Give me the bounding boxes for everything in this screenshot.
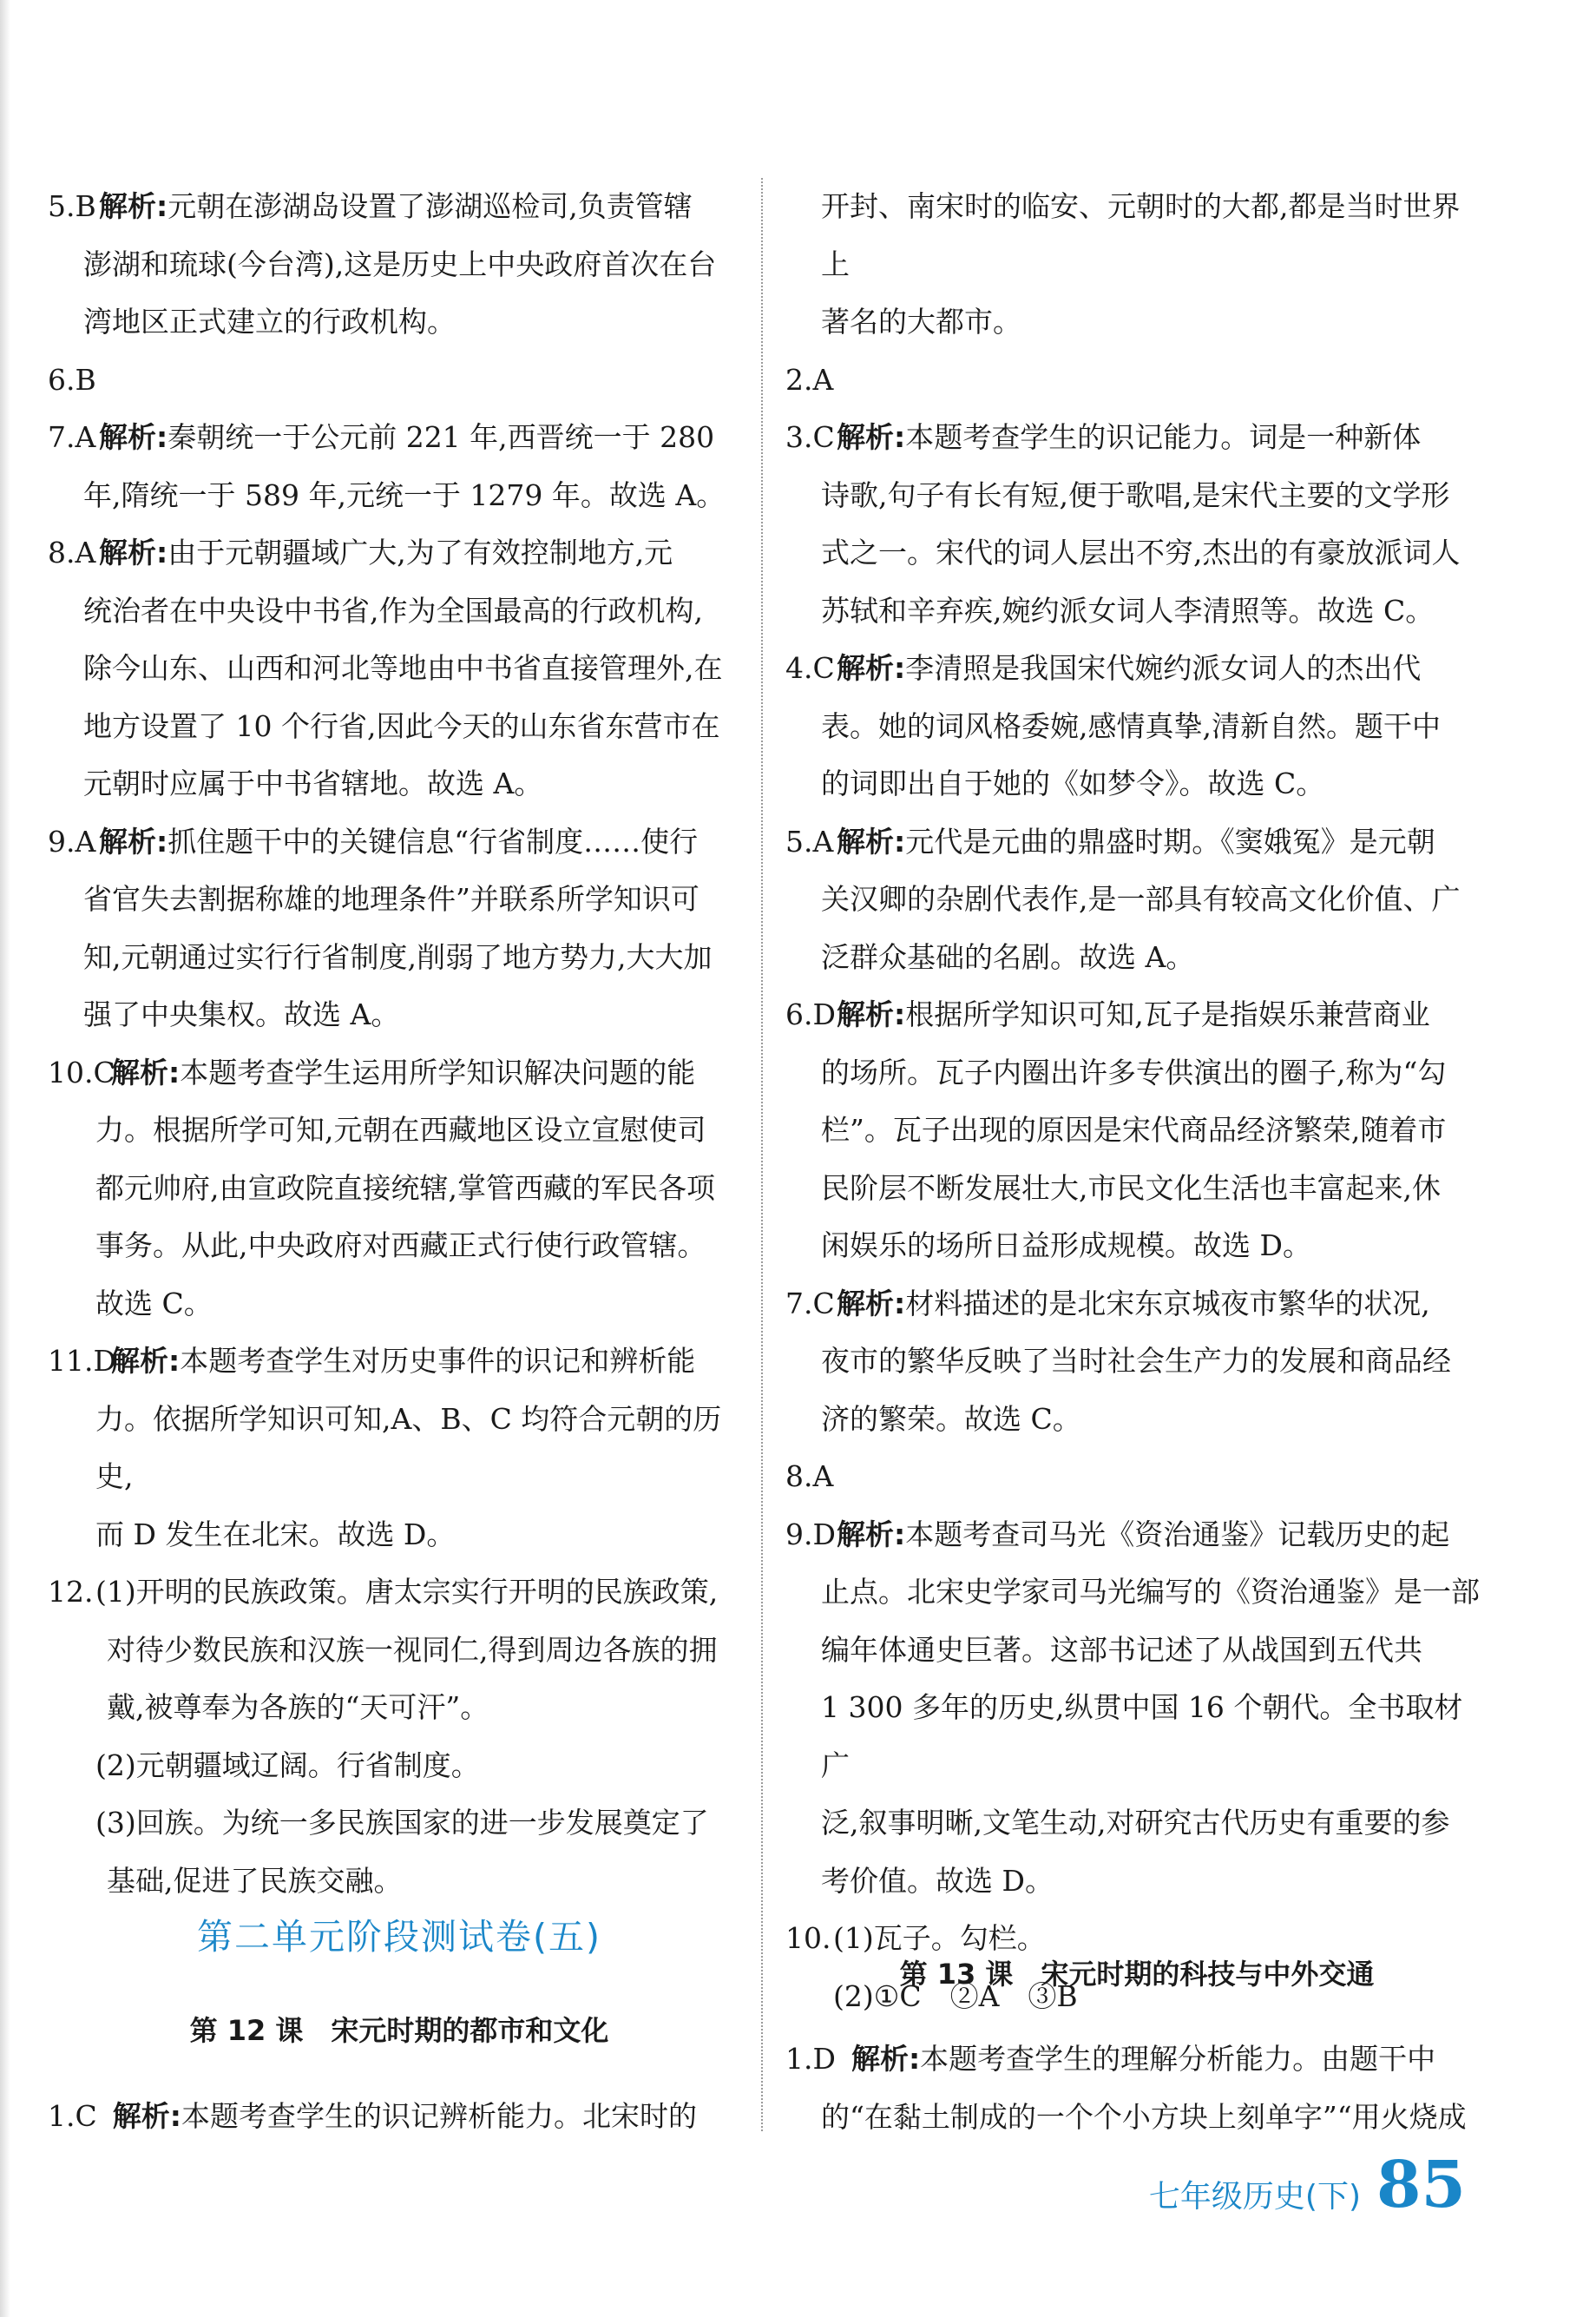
answer-number: 5.B [48, 189, 96, 223]
answer-line: (1)开明的民族政策。唐太宗实行开明的民族政策, [95, 1575, 719, 1609]
answer-line: (3)回族。为统一多民族国家的进一步发展奠定了 [95, 1806, 709, 1840]
answer-number: 4.C [785, 651, 835, 685]
left-column [48, 178, 751, 1910]
answer-line: 开封、南宋时的临安、元朝时的大都,都是当时世界上 [821, 189, 1461, 281]
answer-line: 夜市的繁华反映了当时社会生产力的发展和商品经 [821, 1344, 1451, 1378]
lesson12-answer-1 [48, 2088, 751, 2146]
answer-number: 1.D [785, 2042, 836, 2076]
lesson-13-title: 第 13 课 宋元时期的科技与中外交通 [899, 1958, 1375, 1991]
answer-line: 闲娱乐的场所日益形成规模。故选 D。 [821, 1228, 1311, 1262]
answer-line: 对待少数民族和汉族一视同仁,得到周边各族的拥 [107, 1632, 718, 1667]
answer-line: 力。依据所学知识可知,A、B、C 均符合元朝的历史, [95, 1401, 722, 1493]
answer-line: 泛,叙事明晰,文笔生动,对研究古代历史有重要的参 [821, 1806, 1450, 1840]
answer-line: 民阶层不断发展壮大,市民文化生活也丰富起来,休 [821, 1170, 1441, 1205]
answer-line: 苏轼和辛弃疾,婉约派女词人李清照等。故选 C。 [821, 593, 1435, 628]
answer-line: 本题考查学生对历史事件的识记和辨析能 [180, 1344, 696, 1378]
analysis-label: 解析: [837, 420, 906, 454]
answer-6-right [785, 986, 1488, 1275]
answer-number: 1.C [48, 2099, 97, 2133]
answer-line: 诗歌,句子有长有短,便于歌唱,是宋代主要的文学形 [821, 477, 1450, 512]
answer-line: 统治者在中央设中书省,作为全国最高的行政机构, [83, 593, 703, 628]
answer-line: (2)①C ②A ③B [833, 1978, 1078, 2013]
answer-number: 6.D [785, 997, 836, 1031]
analysis-label: 解析: [837, 824, 906, 859]
answer-9 [48, 813, 751, 1044]
analysis-label: 解析: [112, 2099, 181, 2133]
column-divider [761, 178, 763, 2131]
answer-line: 湾地区正式建立的行政机构。 [83, 305, 456, 339]
analysis-label: 解析: [837, 1286, 906, 1320]
analysis-label: 解析: [99, 536, 168, 569]
answer-11 [48, 1333, 751, 1563]
answer-number: 7.A [48, 420, 96, 454]
analysis-label: 解析: [99, 189, 168, 223]
answer-8 [48, 524, 751, 813]
answer-line: 的词即出自于她的《如梦令》。故选 C。 [821, 767, 1325, 800]
answer-number: 5.A [785, 824, 834, 859]
analysis-label: 解析: [111, 1055, 181, 1089]
answer-line: 栏”。瓦子出现的原因是宋代商品经济繁荣,随着市 [821, 1113, 1447, 1147]
answer-line: 材料描述的是北宋东京城夜市繁华的状况, [905, 1286, 1430, 1320]
answer-line: 除今山东、山西和河北等地由中书省直接管理外,在 [83, 651, 723, 685]
answer-2 [785, 352, 1488, 410]
analysis-label: 解析: [837, 651, 906, 685]
answer-line: 澎湖和琉球(今台湾),这是历史上中央政府首次在台 [83, 247, 717, 281]
answer-number: 8.A [785, 1459, 834, 1493]
answer-7 [48, 409, 751, 524]
answer-line: 知,元朝通过实行行省制度,削弱了地方势力,大大加 [83, 939, 713, 974]
answer-line: 表。她的词风格委婉,感情真挚,清新自然。题干中 [821, 708, 1441, 743]
lesson-12-title: 第 12 课 宋元时期的都市和文化 [189, 2014, 609, 2047]
answer-line: 本题考查司马光《资治通鉴》记载历史的起 [905, 1517, 1450, 1551]
answer-line: 李清照是我国宋代婉约派女词人的杰出代 [905, 651, 1422, 685]
answer-line: 抓住题干中的关键信息“行省制度……使行 [167, 824, 699, 859]
page-number: 85 [1376, 2148, 1466, 2222]
answer-line: 基础,促进了民族交融。 [107, 1863, 403, 1898]
answer-line: 戴,被尊奉为各族的“天可汗”。 [107, 1690, 489, 1724]
answer-line: 编年体通史巨著。这部书记述了从战国到五代共 [821, 1632, 1422, 1667]
answer-line: 的“在黏土制成的一个个小方块上刻单字”“用火烧成 [821, 2099, 1467, 2134]
analysis-label: 解析: [851, 2042, 921, 2076]
answer-1-continued [785, 178, 1488, 352]
answer-number: 8.A [48, 536, 96, 569]
answer-line: 济的繁荣。故选 C。 [821, 1401, 1081, 1436]
answer-number: 9.D [785, 1517, 836, 1551]
answer-line: 本题考查学生的理解分析能力。由题干中 [920, 2042, 1436, 2076]
answer-line: 由于元朝疆域广大,为了有效控制地方,元 [167, 536, 673, 569]
answer-number: 11.D [48, 1344, 116, 1378]
answer-line: 考价值。故选 D。 [821, 1863, 1054, 1898]
answer-line: 本题考查学生的识记能力。词是一种新体 [905, 420, 1422, 454]
answer-line: 元代是元曲的鼎盛时期。《窦娥冤》是元朝 [905, 824, 1435, 859]
answer-7-right [785, 1275, 1488, 1449]
answer-number: 10.C [48, 1055, 115, 1089]
answer-line: 事务。从此,中央政府对西藏正式行使行政管辖。 [95, 1228, 706, 1262]
answer-line: 式之一。宋代的词人层出不穷,杰出的有豪放派词人 [821, 536, 1461, 569]
answer-line: 1 300 多年的历史,纵贯中国 16 个朝代。全书取材广 [821, 1690, 1463, 1782]
page-footer [1149, 2148, 1466, 2222]
answer-number: 10. [785, 1921, 831, 1955]
answer-line: 本题考查学生运用所学知识解决问题的能 [180, 1055, 696, 1089]
answer-line: 强了中央集权。故选 A。 [83, 997, 400, 1031]
answer-3 [785, 409, 1488, 640]
right-column [785, 178, 1488, 2025]
analysis-label: 解析: [99, 420, 168, 454]
answer-line: 根据所学知识可知,瓦子是指娱乐兼营商业 [905, 997, 1430, 1031]
answer-12 [48, 1563, 751, 1910]
answer-line: 省官失去割据称雄的地理条件”并联系所学知识可 [83, 882, 699, 916]
answer-line: 本题考查学生的识记辨析能力。北宋时的 [181, 2099, 697, 2133]
analysis-label: 解析: [837, 1517, 906, 1551]
answer-line: 元朝在澎湖岛设置了澎湖巡检司,负责管辖 [167, 189, 693, 223]
answer-line: 秦朝统一于公元前 221 年,西晋统一于 280 [167, 420, 715, 454]
answer-line: (1)瓦子。勾栏。 [833, 1921, 1046, 1955]
answer-number: 7.C [785, 1286, 835, 1320]
book-title: 七年级历史(下) [1148, 2179, 1362, 2215]
answer-line: 止点。北宋史学家司马光编写的《资治通鉴》是一部 [821, 1575, 1480, 1609]
answer-line: 元朝时应属于中书省辖地。故选 A。 [83, 767, 543, 800]
answer-line: 年,隋统一于 589 年,元统一于 1279 年。故选 A。 [83, 477, 726, 512]
page-gutter-shadow [0, 0, 10, 2317]
answer-line: 力。根据所学可知,元朝在西藏地区设立宣慰使司 [95, 1113, 706, 1147]
answer-5 [48, 178, 751, 352]
answer-9-right [785, 1506, 1488, 1911]
analysis-label: 解析: [99, 824, 168, 859]
answer-line: 都元帅府,由宣政院直接统辖,掌管西藏的军民各项 [95, 1170, 715, 1205]
answer-6 [48, 352, 751, 410]
answer-line: 地方设置了 10 个行省,因此今天的山东省东营市在 [83, 708, 720, 743]
answer-4 [785, 640, 1488, 813]
answer-line: 而 D 发生在北宋。故选 D。 [95, 1517, 456, 1551]
answer-number: 2.A [785, 362, 834, 397]
answer-5-right [785, 813, 1488, 987]
analysis-label: 解析: [111, 1344, 181, 1378]
answer-line: 关汉卿的杂剧代表作,是一部具有较高文化价值、广 [821, 882, 1461, 916]
answer-line: 泛群众基础的名剧。故选 A。 [821, 939, 1195, 974]
answer-number: 3.C [785, 420, 835, 454]
answer-line: 的场所。瓦子内圈出许多专供演出的圈子,称为“勾 [821, 1055, 1447, 1089]
answer-line: (2)元朝疆域辽阔。行省制度。 [95, 1748, 480, 1782]
answer-number: 6.B [48, 362, 96, 397]
answer-number: 12. [48, 1575, 94, 1609]
answer-line: 著名的大都市。 [821, 305, 1021, 339]
lesson13-answer-1 [785, 2031, 1488, 2146]
section-title: 第二单元阶段测试卷(五) [197, 1916, 601, 1958]
answer-8-right [785, 1448, 1488, 1506]
answer-line: 故选 C。 [95, 1286, 213, 1320]
answer-number: 9.A [48, 824, 96, 859]
analysis-label: 解析: [837, 997, 906, 1031]
answer-10 [48, 1044, 751, 1333]
